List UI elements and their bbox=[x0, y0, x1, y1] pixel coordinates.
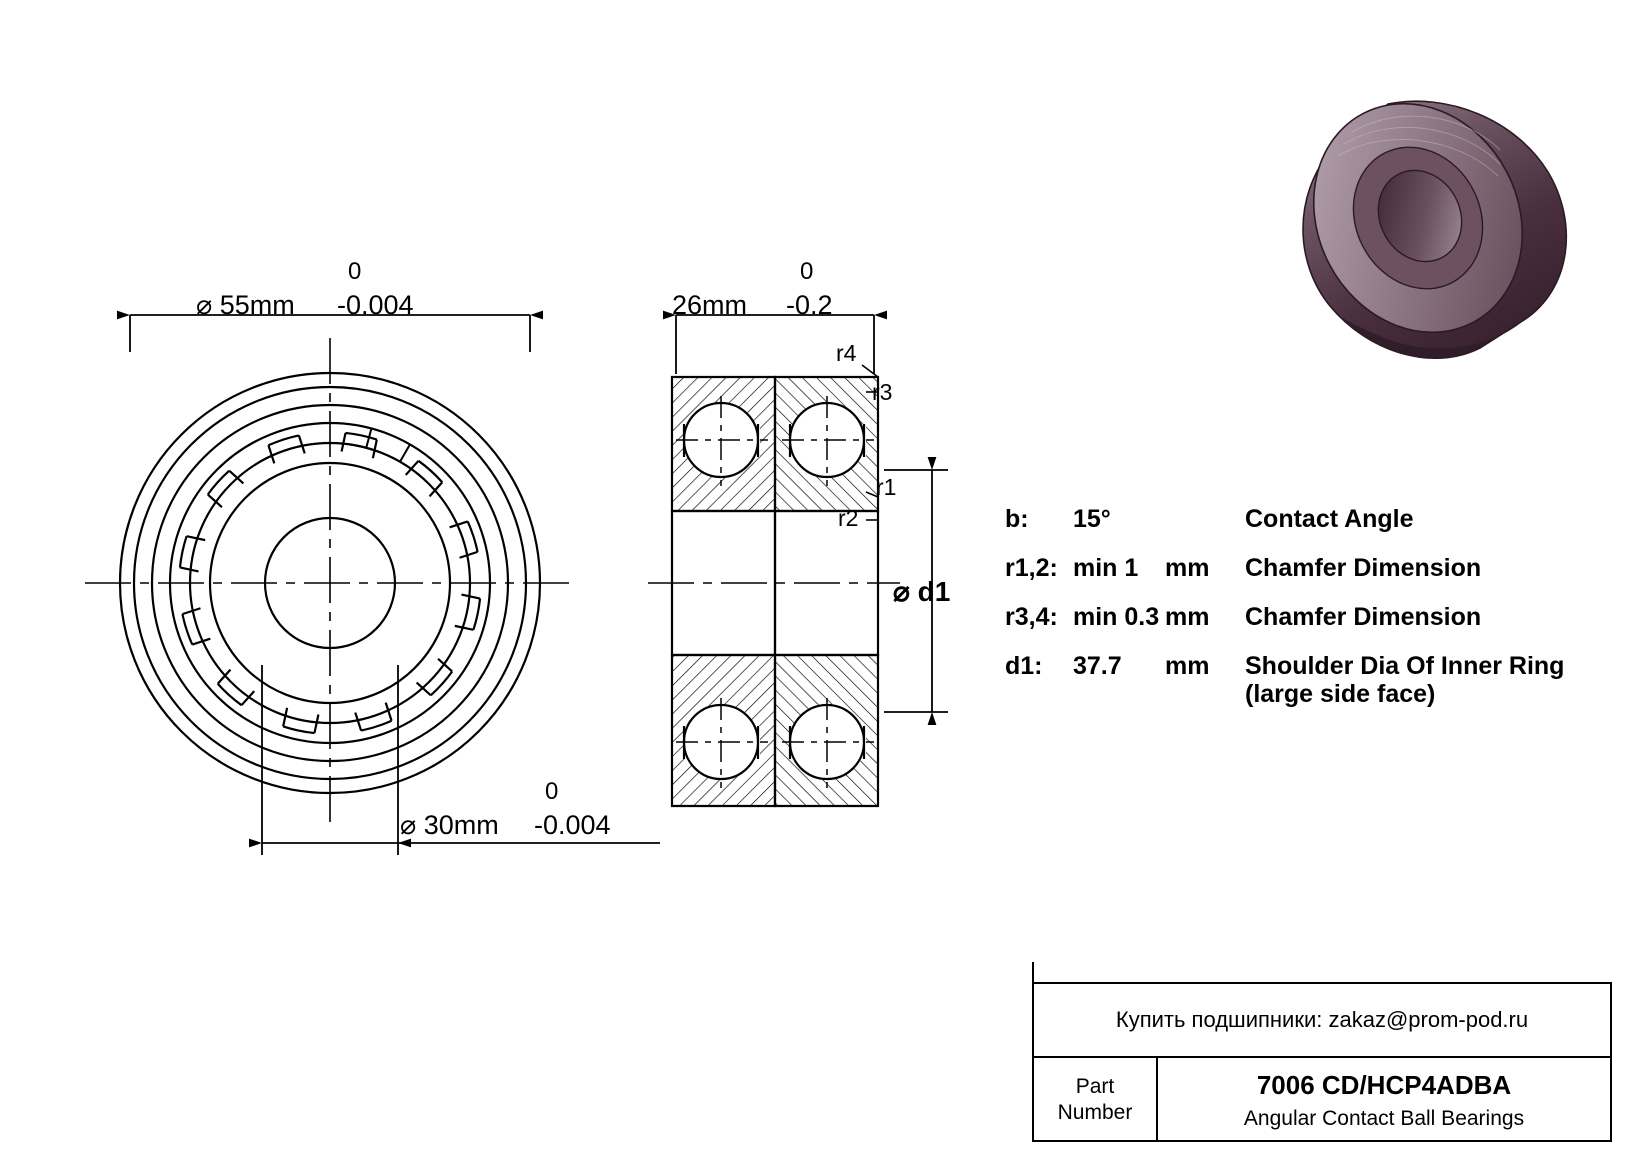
part-number-cell bbox=[1158, 1058, 1610, 1142]
spec-value: min 0.3 bbox=[1073, 603, 1160, 631]
spec-value: min 1 bbox=[1073, 554, 1139, 582]
spec-description: Chamfer Dimension bbox=[1245, 554, 1482, 582]
od-tolerance-upper: 0 bbox=[348, 258, 362, 285]
spec-unit: mm bbox=[1165, 554, 1210, 582]
spec-row-chamfer-r34 bbox=[1005, 603, 1585, 652]
part-number-label-line1: Part bbox=[1075, 1074, 1115, 1098]
width-tolerance-upper: 0 bbox=[800, 258, 814, 285]
title-block-tick bbox=[1032, 962, 1034, 984]
front-view-centerlines bbox=[85, 338, 578, 828]
spec-key: d1: bbox=[1005, 652, 1043, 680]
section-view bbox=[648, 377, 900, 806]
part-number-value: 7006 CD/HCP4ADBA bbox=[1256, 1069, 1512, 1100]
part-number-label-line2: Number bbox=[1057, 1101, 1133, 1124]
contact-info: Купить подшипники: zakaz@prom-pod.ru bbox=[1034, 984, 1610, 1058]
shoulder-diameter-label: ⌀ d1 bbox=[893, 576, 951, 607]
specification-table bbox=[1005, 505, 1585, 708]
spec-row-shoulder-dia bbox=[1005, 652, 1585, 708]
spec-key: r3,4: bbox=[1005, 603, 1058, 631]
spec-key: r1,2: bbox=[1005, 554, 1058, 582]
title-block bbox=[1032, 982, 1612, 1142]
part-number-label bbox=[1034, 1058, 1158, 1142]
width-dimension-value: 26mm bbox=[672, 290, 748, 320]
spec-description: Contact Angle bbox=[1245, 505, 1414, 533]
spec-description bbox=[1245, 652, 1585, 708]
chamfer-label-r4: r4 bbox=[836, 340, 857, 366]
spec-value: 37.7 bbox=[1073, 652, 1122, 680]
od-tolerance-lower: -0.004 bbox=[337, 290, 414, 320]
spec-row-contact-angle bbox=[1005, 505, 1585, 554]
spec-description: Chamfer Dimension bbox=[1245, 603, 1482, 631]
spec-key: b: bbox=[1005, 505, 1029, 533]
spec-unit: mm bbox=[1165, 652, 1210, 680]
spec-row-chamfer-r12 bbox=[1005, 554, 1585, 603]
od-dimension-value: ⌀ 55mm bbox=[196, 290, 295, 320]
spec-unit: mm bbox=[1165, 603, 1210, 631]
chamfer-label-r2: r2 bbox=[838, 505, 859, 531]
bore-tolerance-lower: -0.004 bbox=[534, 810, 611, 840]
chamfer-label-r3: r3 bbox=[872, 379, 893, 405]
spec-value: 15° bbox=[1073, 505, 1111, 533]
spec-description-line1: Shoulder Dia Of Inner Ring bbox=[1245, 652, 1565, 680]
chamfer-label-r1: r1 bbox=[876, 474, 897, 500]
bearing-3d-render bbox=[1274, 67, 1566, 369]
spec-description-line2: (large side face) bbox=[1245, 680, 1436, 708]
bore-dimension-value: ⌀ 30mm bbox=[400, 810, 499, 840]
bore-tolerance-upper: 0 bbox=[545, 778, 559, 805]
width-tolerance-lower: -0.2 bbox=[786, 290, 833, 320]
part-description: Angular Contact Ball Bearings bbox=[1243, 1106, 1525, 1130]
title-block-lower bbox=[1034, 1058, 1610, 1142]
